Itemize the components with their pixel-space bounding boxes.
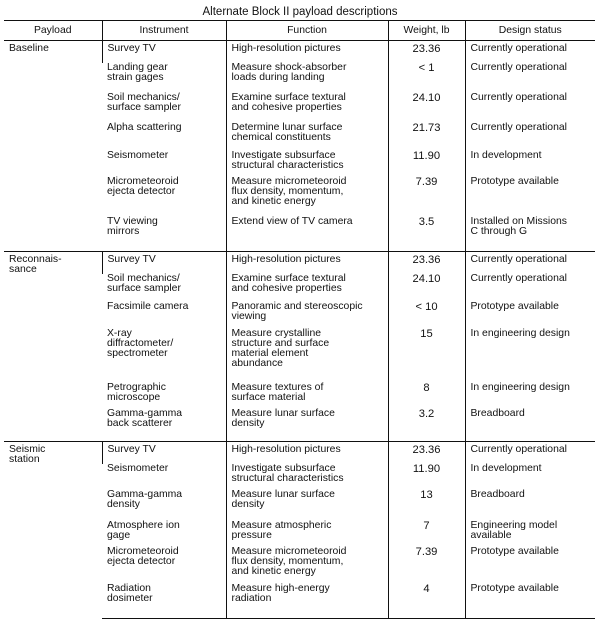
payload-table <box>4 20 595 619</box>
weight-cell <box>388 41 465 63</box>
function-cell: High-resolution pictures <box>226 252 388 274</box>
instrument-cell: Survey TV <box>102 41 226 63</box>
instrument-cell: Gamma-gamma density <box>107 488 183 510</box>
instrument-cell: Radiation dosimeter <box>102 584 226 619</box>
function-cell: Measure micrometeoroid flux density, momentum, and kinetic energy <box>226 547 388 584</box>
status-cell: Currently operational <box>465 274 595 302</box>
instrument-cell: Facsimile camera <box>107 300 189 312</box>
status-cell: In development <box>465 151 595 177</box>
weight-cell <box>388 442 465 464</box>
table-row <box>4 252 595 274</box>
instrument-cell: Landing gear strain gages <box>107 61 168 83</box>
instrument-cell: Seismometer <box>107 149 169 161</box>
status-cell: Engineering model available <box>465 521 595 547</box>
weight-cell <box>388 383 465 409</box>
instrument-cell: Survey TV <box>102 252 226 274</box>
weight-value: 8 <box>423 381 430 394</box>
weight-value: 7 <box>423 519 430 532</box>
instrument-cell: Survey TV <box>102 442 226 464</box>
weight-cell <box>388 547 465 584</box>
weight-cell <box>388 302 465 329</box>
payload-group <box>4 41 595 252</box>
weight-cell <box>388 329 465 383</box>
weight-value: < 1 <box>418 61 435 74</box>
function-cell: Extend view of TV camera <box>226 217 388 252</box>
column-header-instrument: Instrument <box>102 21 226 41</box>
status-cell: In engineering design <box>465 329 595 383</box>
function-cell: Examine surface textural and cohesive properties <box>226 274 388 302</box>
table-caption: Alternate Block II payload descriptions <box>202 6 398 18</box>
function-cell: Panoramic and stereoscopic viewing <box>226 302 388 329</box>
function-cell: Investigate subsurface structural characteristics <box>226 464 388 490</box>
weight-value: 24.10 <box>412 272 441 285</box>
function-cell: Measure textures of surface material <box>226 383 388 409</box>
weight-value: 15 <box>420 327 433 340</box>
status-cell: Prototype available <box>465 302 595 329</box>
payload-cell: Baseline <box>9 43 49 54</box>
function-cell: Investigate subsurface structural characteristics <box>226 151 388 177</box>
weight-value: 3.5 <box>418 215 435 228</box>
instrument-cell: Micrometeoroid ejecta detector <box>107 545 179 567</box>
payload-group <box>4 442 595 619</box>
weight-value: 7.39 <box>415 545 438 558</box>
function-cell: Measure shock-absorber loads during landing <box>226 63 388 93</box>
weight-value: 7.39 <box>415 175 438 188</box>
payload-cell: Reconnais- sance <box>4 252 102 442</box>
weight-cell <box>388 123 465 151</box>
instrument-cell: Micrometeoroid ejecta detector <box>107 175 179 197</box>
function-cell: Measure atmospheric pressure <box>226 521 388 547</box>
weight-cell <box>388 490 465 521</box>
weight-value: 21.73 <box>412 121 441 134</box>
instrument-cell: Alpha scattering <box>107 121 182 133</box>
function-cell: High-resolution pictures <box>226 41 388 63</box>
weight-value: 11.90 <box>412 462 441 475</box>
table-row <box>4 41 595 63</box>
weight-cell <box>388 252 465 274</box>
weight-value: < 10 <box>415 300 438 313</box>
weight-cell <box>388 177 465 217</box>
function-cell: Measure lunar surface density <box>226 490 388 521</box>
weight-cell <box>388 151 465 177</box>
instrument-cell: Soil mechanics/ surface sampler <box>107 91 181 113</box>
status-cell: Breadboard <box>465 490 595 521</box>
status-cell: Currently operational <box>465 63 595 93</box>
header-row <box>4 21 595 41</box>
weight-value: 11.90 <box>412 149 441 162</box>
weight-cell <box>388 217 465 252</box>
column-header-function: Function <box>226 21 388 41</box>
function-cell: Measure micrometeoroid flux density, momentum, and kinetic energy <box>226 177 388 217</box>
function-cell: Measure crystalline structure and surface material element abundance <box>226 329 388 383</box>
column-header-weight: Weight, lb <box>388 21 465 41</box>
status-cell: Breadboard <box>465 409 595 442</box>
status-cell: Currently operational <box>465 93 595 123</box>
weight-value: 23.36 <box>412 43 441 55</box>
instrument-cell: Soil mechanics/ surface sampler <box>107 272 181 294</box>
weight-cell <box>388 584 465 619</box>
weight-value: 13 <box>420 488 433 501</box>
status-cell: In development <box>465 464 595 490</box>
status-cell: Currently operational <box>465 41 595 63</box>
instrument-cell: TV viewing mirrors <box>107 215 158 237</box>
instrument-cell: X-ray diffractometer/ spectrometer <box>107 327 174 359</box>
function-cell: Examine surface textural and cohesive properties <box>226 93 388 123</box>
function-cell: Measure high-energy radiation <box>226 584 388 619</box>
function-cell: Determine lunar surface chemical constituents <box>226 123 388 151</box>
instrument-cell: Atmosphere ion gage <box>107 519 180 541</box>
weight-cell <box>388 409 465 442</box>
weight-value: 24.10 <box>412 91 441 104</box>
weight-cell <box>388 274 465 302</box>
weight-value: 23.36 <box>412 444 441 456</box>
column-header-design-status: Design status <box>465 21 595 41</box>
weight-cell <box>388 93 465 123</box>
weight-value: 4 <box>423 582 430 595</box>
status-cell: Prototype available <box>465 584 595 619</box>
column-header-payload: Payload <box>4 21 102 41</box>
instrument-cell: Petrographic microscope <box>107 381 166 403</box>
weight-value: 23.36 <box>412 254 441 266</box>
instrument-cell: Gamma-gamma back scatterer <box>107 407 183 429</box>
weight-cell <box>388 63 465 93</box>
instrument-cell: Seismometer <box>107 462 169 474</box>
function-cell: Measure lunar surface density <box>226 409 388 442</box>
payload-cell: Seismic station <box>4 442 102 619</box>
status-cell: Currently operational <box>465 252 595 274</box>
function-cell: High-resolution pictures <box>226 442 388 464</box>
status-cell: Installed on Missions C through G <box>465 217 595 252</box>
table-row <box>4 442 595 464</box>
weight-cell <box>388 521 465 547</box>
status-cell: Prototype available <box>465 177 595 217</box>
weight-value: 3.2 <box>418 407 435 420</box>
status-cell: In engineering design <box>465 383 595 409</box>
status-cell: Prototype available <box>465 547 595 584</box>
status-cell: Currently operational <box>465 442 595 464</box>
weight-cell <box>388 464 465 490</box>
status-cell: Currently operational <box>465 123 595 151</box>
payload-group <box>4 252 595 442</box>
